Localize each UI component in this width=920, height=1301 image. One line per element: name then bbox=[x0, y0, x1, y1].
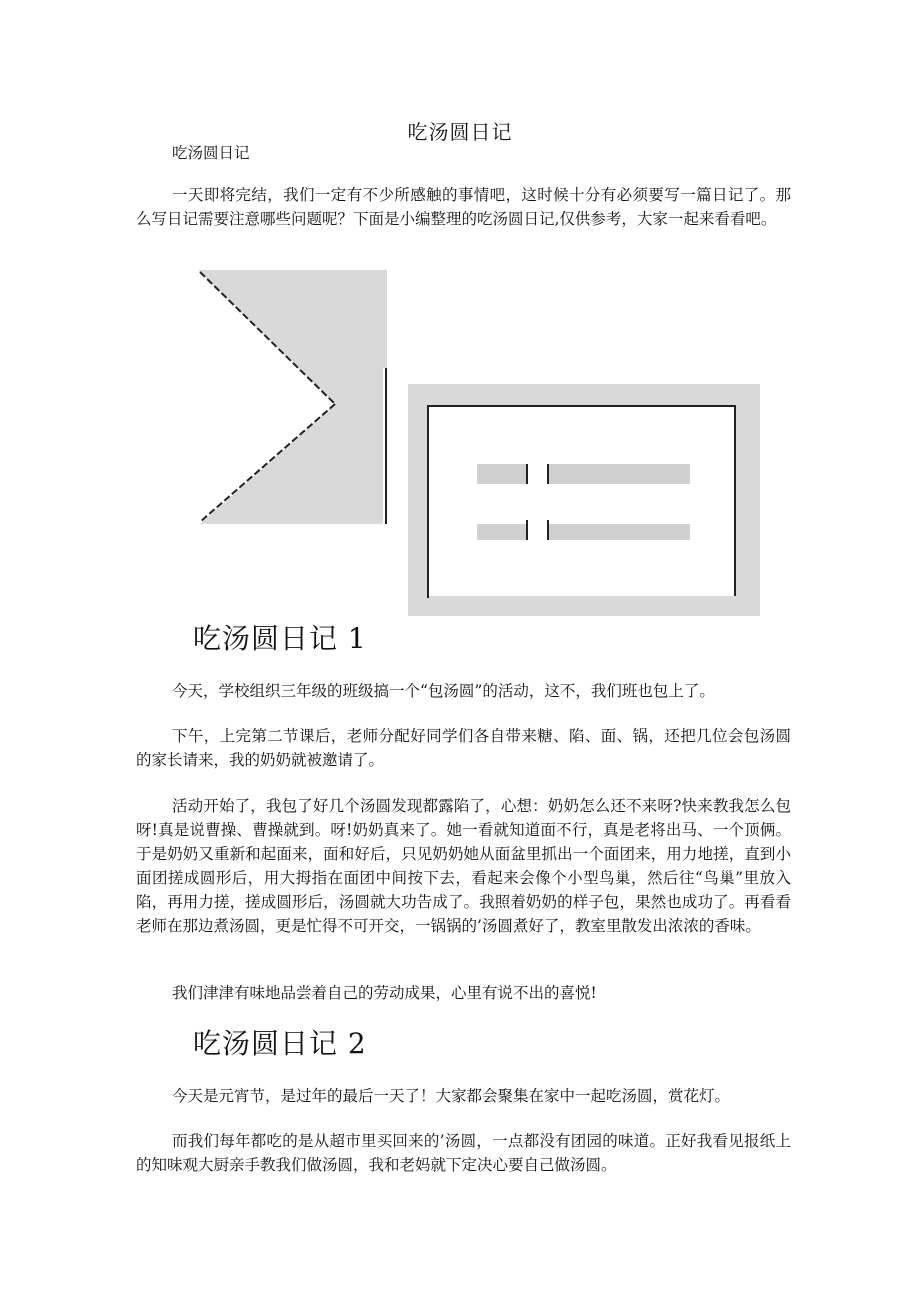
section-1-paragraph: 活动开始了，我包了好几个汤圆发现都露陷了，心想：奶奶怎么还不来呀?快来教我怎么包呀!真是说曹操、曹操就到。呀!奶奶真来了。她一看就知道面不行，真是老将出马、一个顶俩。于是奶奶又重新和起面来，面和好后，只见奶奶她从面盆里抓出一个面团来，用力地搓，直到小面团搓成圆形后，用大拇指在面团中间按下去，看起来会像个小型鸟巢，然后往“鸟巢”里放入陷，再用力搓，搓成圆形后，汤圆就大功告成了。我照着奶奶的样子包，果然也成功了。再看看老师在那边煮汤圆，更是忙得不可开交，一锅锅的’汤圆煮好了，教室里散发出浓浓的香味。 bbox=[136, 797, 791, 935]
section-2-paragraph: 而我们每年都吃的是从超市里买回来的’汤圆，一点都没有团园的味道。正好我看见报纸上的知味观大厨亲手教我们做汤圆，我和老妈就下定决心要自己做汤圆。 bbox=[136, 1132, 791, 1174]
row2-value-bar bbox=[548, 524, 690, 540]
row1-label-bar bbox=[477, 464, 527, 484]
decorative-graphic bbox=[190, 268, 770, 620]
row1-value-bar bbox=[548, 464, 690, 484]
document-subtitle: 吃汤圆日记 bbox=[172, 144, 250, 162]
section-1-heading: 吃汤圆日记 1 bbox=[193, 622, 367, 655]
window-inner bbox=[428, 406, 735, 596]
section-2-paragraph: 今天是元宵节，是过年的最后一天了！大家都会聚集在家中一起吃汤圆，赏花灯。 bbox=[172, 1087, 731, 1105]
section-2-heading: 吃汤圆日记 2 bbox=[193, 1027, 367, 1060]
chevron-shape bbox=[198, 270, 387, 524]
section-1-paragraph: 我们津津有味地品尝着自己的劳动成果，心里有说不出的喜悦! bbox=[172, 984, 597, 1002]
intro-paragraph: 一天即将完结，我们一定有不少所感触的事情吧，这时候十分有必须要写一篇日记了。那么写日记需要注意哪些问题呢？下面是小编整理的吃汤圆日记,仅供参考，大家一起来看看吧。 bbox=[136, 186, 791, 228]
document-title: 吃汤圆日记 bbox=[407, 120, 513, 144]
section-1-paragraph: 今天，学校组织三年级的班级搞一个“包汤圆”的活动，这不，我们班也包上了。 bbox=[172, 682, 715, 700]
row2-label-bar bbox=[477, 524, 527, 540]
section-1-paragraph: 下午，上完第二节课后，老师分配好同学们各自带来糖、陷、面、锅，还把几位会包汤圆的家长请来，我的奶奶就被邀请了。 bbox=[136, 727, 791, 769]
